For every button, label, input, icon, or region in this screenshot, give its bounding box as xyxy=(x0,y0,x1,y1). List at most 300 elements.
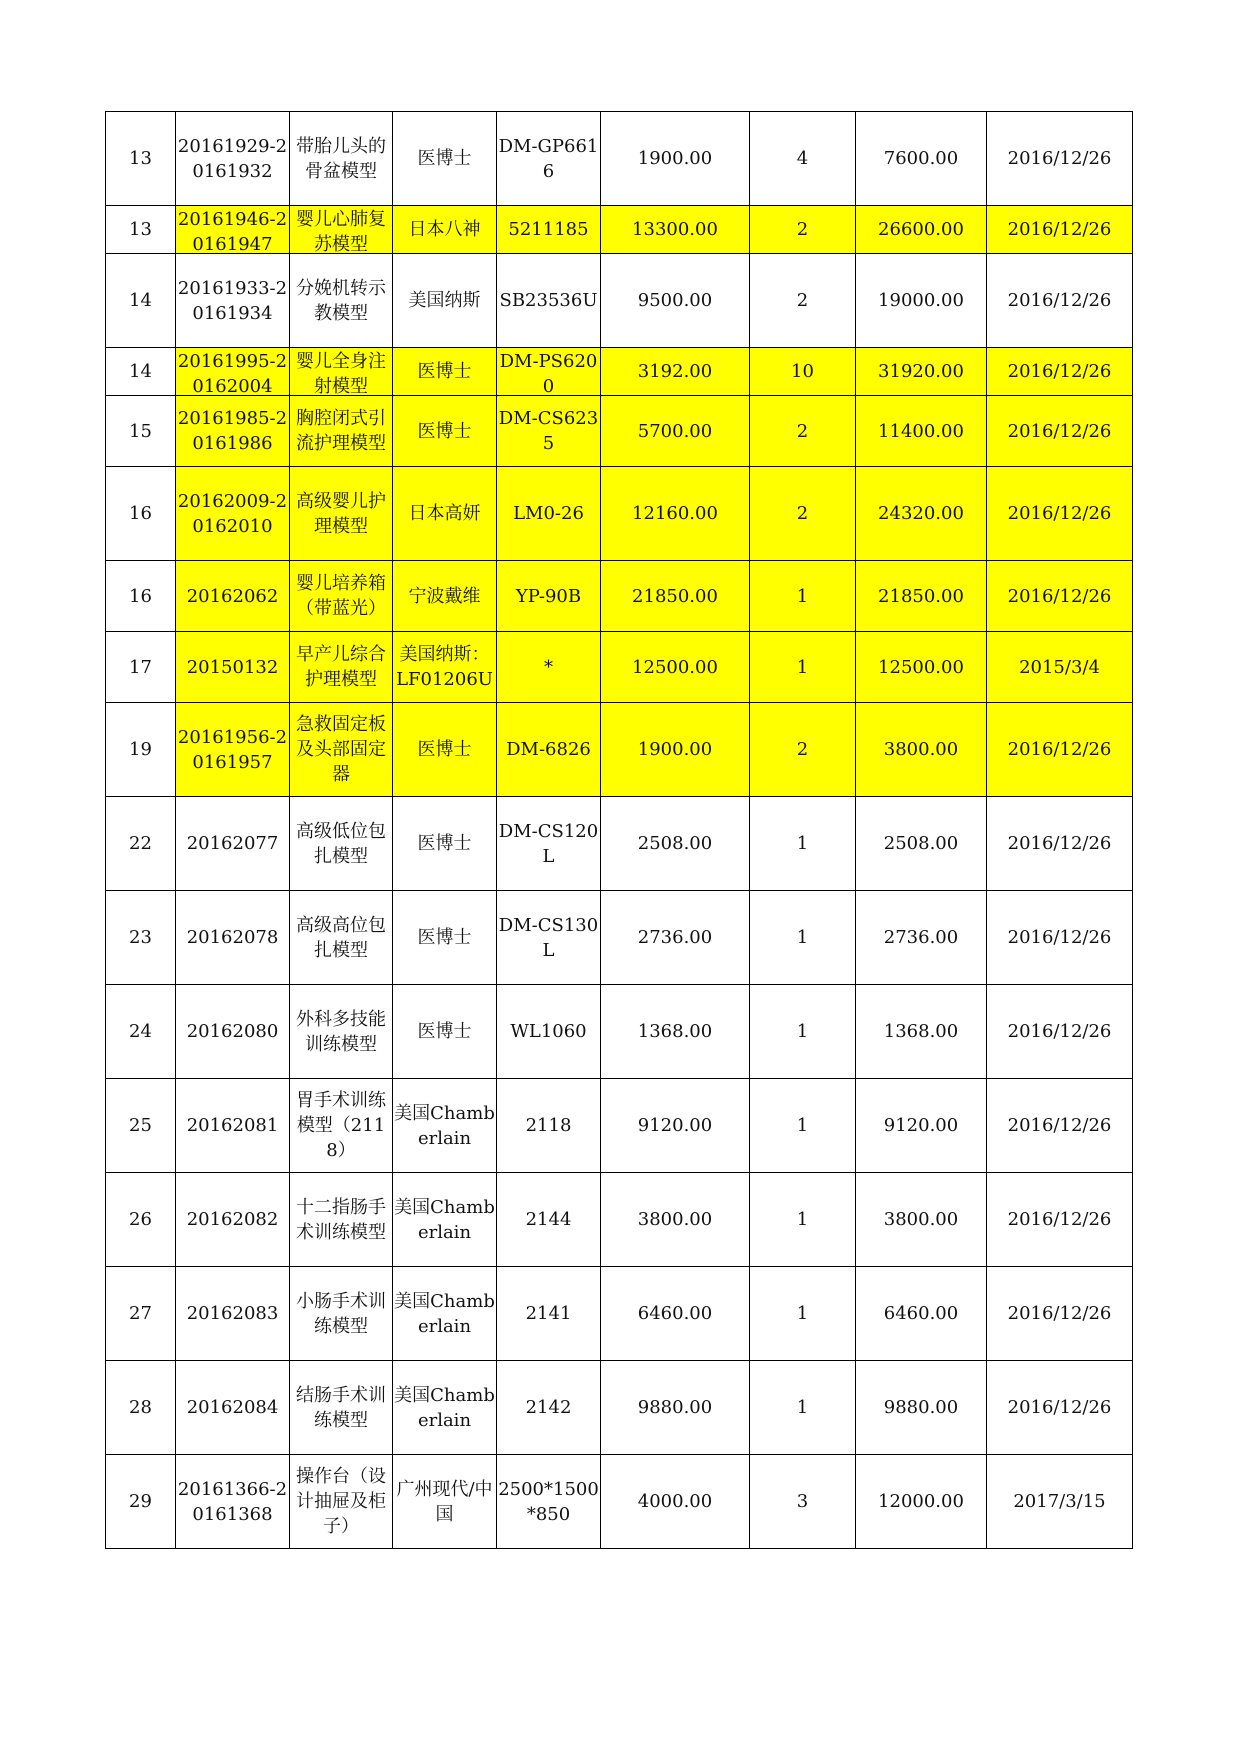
seq-text: 14 xyxy=(129,361,152,382)
cell-price[interactable] xyxy=(601,348,750,396)
model-text: 5211185 xyxy=(508,219,589,240)
cell-model[interactable] xyxy=(497,1361,601,1455)
cell-name[interactable] xyxy=(290,891,393,985)
code-text: 20162062 xyxy=(186,585,279,607)
cell-price[interactable] xyxy=(601,891,750,985)
model-text: LM0-26 xyxy=(513,503,584,524)
seq-text: 15 xyxy=(129,420,152,442)
cell-qty[interactable] xyxy=(750,797,856,891)
cell-price[interactable] xyxy=(601,1361,750,1455)
cell-brand[interactable] xyxy=(393,206,497,254)
cell-total[interactable] xyxy=(856,561,987,632)
date-text: 2017/3/15 xyxy=(1013,1491,1106,1512)
cell-name[interactable] xyxy=(290,112,393,206)
code-text: 20161366-20161368 xyxy=(177,1478,288,1525)
cell-code[interactable] xyxy=(176,396,290,467)
qty-text: 1 xyxy=(796,1209,809,1230)
total-text: 3800.00 xyxy=(883,1209,959,1230)
date-text: 2016/12/26 xyxy=(1007,1209,1112,1230)
cell-name[interactable] xyxy=(290,985,393,1079)
date-text: 2016/12/26 xyxy=(1007,420,1112,442)
total-text: 6460.00 xyxy=(883,1303,959,1324)
cell-total[interactable] xyxy=(856,396,987,467)
qty-text: 3 xyxy=(796,1491,809,1512)
cell-price[interactable] xyxy=(601,985,750,1079)
qty-text: 1 xyxy=(796,927,809,948)
table-row xyxy=(106,797,1133,891)
cell-qty[interactable] xyxy=(750,561,856,632)
table-row xyxy=(106,561,1133,632)
model-text: 2118 xyxy=(525,1115,572,1136)
cell-brand[interactable] xyxy=(393,1361,497,1455)
brand-text: 医博士 xyxy=(417,739,472,760)
code-text: 20162082 xyxy=(186,1209,279,1230)
cell-brand[interactable] xyxy=(393,348,497,396)
price-text: 1368.00 xyxy=(637,1021,713,1042)
cell-code[interactable] xyxy=(176,467,290,561)
name-text: 高级高位包扎模型 xyxy=(296,914,386,961)
cell-seq[interactable] xyxy=(106,561,176,632)
cell-name[interactable] xyxy=(290,1079,393,1173)
cell-total[interactable] xyxy=(856,1455,987,1549)
cell-model[interactable] xyxy=(497,467,601,561)
cell-name[interactable] xyxy=(290,348,393,396)
cell-total[interactable] xyxy=(856,467,987,561)
cell-name[interactable] xyxy=(290,1173,393,1267)
cell-total[interactable] xyxy=(856,797,987,891)
brand-text: 日本高妍 xyxy=(408,503,481,524)
model-text: 2500*1500*850 xyxy=(498,1478,599,1525)
cell-code[interactable] xyxy=(176,1455,290,1549)
cell-code[interactable] xyxy=(176,797,290,891)
cell-code[interactable] xyxy=(176,561,290,632)
cell-model[interactable] xyxy=(497,348,601,396)
cell-name[interactable] xyxy=(290,254,393,348)
price-text: 5700.00 xyxy=(637,420,713,442)
code-text: 20162080 xyxy=(186,1021,279,1042)
cell-total[interactable] xyxy=(856,703,987,797)
cell-price[interactable] xyxy=(601,632,750,703)
price-text: 2508.00 xyxy=(637,833,713,854)
cell-total[interactable] xyxy=(856,632,987,703)
cell-name[interactable] xyxy=(290,467,393,561)
name-text: 结肠手术训练模型 xyxy=(296,1384,386,1431)
cell-code[interactable] xyxy=(176,891,290,985)
qty-text: 2 xyxy=(796,503,809,524)
total-text: 2508.00 xyxy=(883,833,959,854)
cell-total[interactable] xyxy=(856,1267,987,1361)
cell-seq[interactable] xyxy=(106,703,176,797)
equipment-table xyxy=(105,111,1133,1549)
cell-model[interactable] xyxy=(497,1173,601,1267)
price-text: 9500.00 xyxy=(637,290,713,311)
cell-brand[interactable] xyxy=(393,632,497,703)
brand-text: 医博士 xyxy=(417,833,472,854)
cell-brand[interactable] xyxy=(393,1267,497,1361)
brand-text: 美国Chamberlain xyxy=(394,1290,495,1337)
table-row xyxy=(106,206,1133,254)
seq-text: 13 xyxy=(129,219,152,240)
cell-name[interactable] xyxy=(290,632,393,703)
cell-brand[interactable] xyxy=(393,467,497,561)
cell-qty[interactable] xyxy=(750,1173,856,1267)
seq-text: 25 xyxy=(129,1115,152,1136)
seq-text: 13 xyxy=(129,148,152,169)
cell-brand[interactable] xyxy=(393,561,497,632)
cell-qty[interactable] xyxy=(750,1079,856,1173)
cell-qty[interactable] xyxy=(750,1455,856,1549)
model-text: DM-6826 xyxy=(506,739,591,760)
brand-text: 医博士 xyxy=(417,927,472,948)
cell-brand[interactable] xyxy=(393,1173,497,1267)
cell-date[interactable] xyxy=(987,206,1133,254)
cell-seq[interactable] xyxy=(106,1079,176,1173)
price-text: 4000.00 xyxy=(637,1491,713,1512)
cell-seq[interactable] xyxy=(106,797,176,891)
cell-total[interactable] xyxy=(856,348,987,396)
cell-price[interactable] xyxy=(601,112,750,206)
cell-date[interactable] xyxy=(987,467,1133,561)
date-text: 2016/12/26 xyxy=(1007,927,1112,948)
cell-date[interactable] xyxy=(987,561,1133,632)
brand-text: 美国纳斯：LF01206U xyxy=(396,644,493,690)
cell-seq[interactable] xyxy=(106,348,176,396)
cell-price[interactable] xyxy=(601,1267,750,1361)
cell-date[interactable] xyxy=(987,1267,1133,1361)
date-text: 2016/12/26 xyxy=(1007,739,1112,760)
name-text: 急救固定板及头部固定器 xyxy=(296,714,386,785)
model-text: DM-PS6200 xyxy=(499,350,598,395)
cell-qty[interactable] xyxy=(750,206,856,254)
code-text: 20162081 xyxy=(186,1115,279,1136)
date-text: 2016/12/26 xyxy=(1007,290,1112,311)
price-text: 9120.00 xyxy=(637,1115,713,1136)
price-text: 12160.00 xyxy=(632,503,718,524)
total-text: 7600.00 xyxy=(883,148,959,169)
cell-price[interactable] xyxy=(601,703,750,797)
cell-total[interactable] xyxy=(856,1079,987,1173)
name-text: 高级低位包扎模型 xyxy=(296,820,386,867)
cell-seq[interactable] xyxy=(106,1267,176,1361)
cell-total[interactable] xyxy=(856,1173,987,1267)
model-text: * xyxy=(544,656,553,678)
cell-model[interactable] xyxy=(497,1455,601,1549)
table-row xyxy=(106,254,1133,348)
model-text: 2142 xyxy=(525,1397,572,1418)
date-text: 2016/12/26 xyxy=(1007,503,1112,524)
cell-brand[interactable] xyxy=(393,1079,497,1173)
cell-qty[interactable] xyxy=(750,985,856,1079)
cell-model[interactable] xyxy=(497,703,601,797)
name-text: 高级婴儿护理模型 xyxy=(296,490,386,537)
code-text: 20162084 xyxy=(186,1397,279,1418)
cell-code[interactable] xyxy=(176,348,290,396)
cell-qty[interactable] xyxy=(750,112,856,206)
cell-date[interactable] xyxy=(987,632,1133,703)
cell-code[interactable] xyxy=(176,703,290,797)
seq-text: 17 xyxy=(129,656,152,678)
total-text: 9120.00 xyxy=(883,1115,959,1136)
cell-date[interactable] xyxy=(987,891,1133,985)
brand-text: 医博士 xyxy=(417,420,472,442)
brand-text: 日本八神 xyxy=(408,219,481,240)
cell-total[interactable] xyxy=(856,1361,987,1455)
cell-code[interactable] xyxy=(176,1079,290,1173)
cell-model[interactable] xyxy=(497,112,601,206)
cell-code[interactable] xyxy=(176,1361,290,1455)
brand-text: 美国纳斯 xyxy=(408,290,481,311)
date-text: 2016/12/26 xyxy=(1007,1021,1112,1042)
cell-price[interactable] xyxy=(601,561,750,632)
cell-code[interactable] xyxy=(176,254,290,348)
price-text: 13300.00 xyxy=(632,219,718,240)
qty-text: 10 xyxy=(791,361,814,382)
cell-seq[interactable] xyxy=(106,985,176,1079)
seq-text: 23 xyxy=(129,927,152,948)
cell-total[interactable] xyxy=(856,985,987,1079)
cell-total[interactable] xyxy=(856,206,987,254)
cell-total[interactable] xyxy=(856,254,987,348)
cell-date[interactable] xyxy=(987,396,1133,467)
cell-code[interactable] xyxy=(176,206,290,254)
total-text: 9880.00 xyxy=(883,1397,959,1418)
cell-qty[interactable] xyxy=(750,703,856,797)
price-text: 3800.00 xyxy=(637,1209,713,1230)
date-text: 2016/12/26 xyxy=(1007,1397,1112,1418)
cell-date[interactable] xyxy=(987,348,1133,396)
brand-text: 美国Chamberlain xyxy=(394,1196,495,1243)
brand-text: 医博士 xyxy=(417,1021,472,1042)
cell-qty[interactable] xyxy=(750,254,856,348)
table-row xyxy=(106,1361,1133,1455)
table-row xyxy=(106,396,1133,467)
cell-model[interactable] xyxy=(497,891,601,985)
qty-text: 1 xyxy=(796,656,809,678)
cell-brand[interactable] xyxy=(393,891,497,985)
name-text: 婴儿心肺复苏模型 xyxy=(296,208,386,253)
table-row xyxy=(106,1173,1133,1267)
model-text: DM-GP6616 xyxy=(498,135,599,182)
seq-text: 24 xyxy=(129,1021,152,1042)
cell-model[interactable] xyxy=(497,632,601,703)
cell-model[interactable] xyxy=(497,206,601,254)
name-text: 带胎儿头的骨盆模型 xyxy=(296,135,386,182)
cell-model[interactable] xyxy=(497,1267,601,1361)
cell-qty[interactable] xyxy=(750,348,856,396)
cell-price[interactable] xyxy=(601,396,750,467)
code-text: 20161956-20161957 xyxy=(177,726,288,773)
date-text: 2016/12/26 xyxy=(1007,833,1112,854)
qty-text: 1 xyxy=(796,833,809,854)
name-text: 小肠手术训练模型 xyxy=(296,1290,386,1337)
cell-brand[interactable] xyxy=(393,254,497,348)
seq-text: 29 xyxy=(129,1491,152,1512)
total-text: 19000.00 xyxy=(878,290,964,311)
seq-text: 22 xyxy=(129,833,152,854)
seq-text: 26 xyxy=(129,1209,152,1230)
name-text: 婴儿培养箱（带蓝光） xyxy=(296,573,386,619)
cell-code[interactable] xyxy=(176,985,290,1079)
cell-qty[interactable] xyxy=(750,1361,856,1455)
cell-model[interactable] xyxy=(497,1079,601,1173)
cell-seq[interactable] xyxy=(106,112,176,206)
cell-price[interactable] xyxy=(601,1455,750,1549)
model-text: DM-CS6235 xyxy=(498,408,599,454)
price-text: 6460.00 xyxy=(637,1303,713,1324)
brand-text: 美国Chamberlain xyxy=(394,1102,495,1149)
qty-text: 1 xyxy=(796,1115,809,1136)
qty-text: 1 xyxy=(796,1397,809,1418)
seq-text: 16 xyxy=(129,585,152,607)
price-text: 1900.00 xyxy=(637,148,713,169)
cell-qty[interactable] xyxy=(750,467,856,561)
model-text: 2141 xyxy=(525,1303,572,1324)
date-text: 2016/12/26 xyxy=(1007,361,1112,382)
cell-name[interactable] xyxy=(290,561,393,632)
price-text: 2736.00 xyxy=(637,927,713,948)
cell-brand[interactable] xyxy=(393,1455,497,1549)
code-text: 20162009-20162010 xyxy=(177,490,288,537)
cell-code[interactable] xyxy=(176,1173,290,1267)
name-text: 婴儿全身注射模型 xyxy=(296,350,386,395)
cell-date[interactable] xyxy=(987,112,1133,206)
brand-text: 美国Chamberlain xyxy=(394,1384,495,1431)
code-text: 20161985-20161986 xyxy=(177,408,288,454)
cell-name[interactable] xyxy=(290,1267,393,1361)
cell-brand[interactable] xyxy=(393,797,497,891)
table-row xyxy=(106,112,1133,206)
cell-seq[interactable] xyxy=(106,206,176,254)
total-text: 3800.00 xyxy=(883,739,959,760)
cell-date[interactable] xyxy=(987,703,1133,797)
cell-price[interactable] xyxy=(601,1173,750,1267)
code-text: 20162078 xyxy=(186,927,279,948)
date-text: 2016/12/26 xyxy=(1007,1303,1112,1324)
cell-seq[interactable] xyxy=(106,632,176,703)
cell-name[interactable] xyxy=(290,703,393,797)
name-text: 十二指肠手术训练模型 xyxy=(296,1196,386,1243)
cell-brand[interactable] xyxy=(393,396,497,467)
cell-qty[interactable] xyxy=(750,1267,856,1361)
code-text: 20161946-20161947 xyxy=(177,208,288,253)
model-text: DM-CS120L xyxy=(498,820,599,867)
qty-text: 4 xyxy=(796,148,809,169)
cell-price[interactable] xyxy=(601,206,750,254)
cell-qty[interactable] xyxy=(750,396,856,467)
cell-qty[interactable] xyxy=(750,632,856,703)
cell-qty[interactable] xyxy=(750,891,856,985)
cell-price[interactable] xyxy=(601,467,750,561)
cell-brand[interactable] xyxy=(393,112,497,206)
date-text: 2016/12/26 xyxy=(1007,1115,1112,1136)
cell-date[interactable] xyxy=(987,797,1133,891)
total-text: 11400.00 xyxy=(878,420,964,442)
cell-date[interactable] xyxy=(987,1079,1133,1173)
cell-model[interactable] xyxy=(497,254,601,348)
name-text: 操作台（设计抽屉及柜子） xyxy=(296,1466,386,1537)
cell-seq[interactable] xyxy=(106,1173,176,1267)
cell-date[interactable] xyxy=(987,1361,1133,1455)
brand-text: 宁波戴维 xyxy=(408,585,481,607)
table-row xyxy=(106,467,1133,561)
cell-date[interactable] xyxy=(987,1455,1133,1549)
cell-name[interactable] xyxy=(290,206,393,254)
cell-name[interactable] xyxy=(290,797,393,891)
model-text: WL1060 xyxy=(510,1021,587,1042)
cell-total[interactable] xyxy=(856,112,987,206)
name-text: 分娩机转示教模型 xyxy=(296,277,386,324)
code-text: 20150132 xyxy=(186,656,279,678)
cell-model[interactable] xyxy=(497,797,601,891)
cell-model[interactable] xyxy=(497,561,601,632)
cell-seq[interactable] xyxy=(106,254,176,348)
cell-seq[interactable] xyxy=(106,1455,176,1549)
brand-text: 广州现代/中国 xyxy=(396,1478,493,1525)
seq-text: 27 xyxy=(129,1303,152,1324)
model-text: DM-CS130L xyxy=(498,914,599,961)
name-text: 胸腔闭式引流护理模型 xyxy=(296,408,386,454)
total-text: 2736.00 xyxy=(883,927,959,948)
name-text: 外科多技能训练模型 xyxy=(296,1008,386,1055)
table-row xyxy=(106,1079,1133,1173)
name-text: 胃手术训练模型（2118） xyxy=(296,1090,386,1161)
cell-brand[interactable] xyxy=(393,985,497,1079)
cell-seq[interactable] xyxy=(106,467,176,561)
cell-model[interactable] xyxy=(497,985,601,1079)
table-row xyxy=(106,1267,1133,1361)
cell-date[interactable] xyxy=(987,254,1133,348)
cell-seq[interactable] xyxy=(106,891,176,985)
total-text: 12000.00 xyxy=(878,1491,964,1512)
seq-text: 28 xyxy=(129,1397,152,1418)
cell-date[interactable] xyxy=(987,1173,1133,1267)
cell-code[interactable] xyxy=(176,632,290,703)
cell-name[interactable] xyxy=(290,1361,393,1455)
seq-text: 14 xyxy=(129,290,152,311)
table-body xyxy=(106,112,1133,1549)
brand-text: 医博士 xyxy=(417,148,472,169)
table-row xyxy=(106,703,1133,797)
total-text: 24320.00 xyxy=(878,503,964,524)
table-row xyxy=(106,891,1133,985)
cell-code[interactable] xyxy=(176,1267,290,1361)
price-text: 21850.00 xyxy=(632,585,718,607)
cell-name[interactable] xyxy=(290,396,393,467)
model-text: SB23536U xyxy=(499,290,598,311)
model-text: YP-90B xyxy=(515,585,582,607)
cell-date[interactable] xyxy=(987,985,1133,1079)
cell-price[interactable] xyxy=(601,1079,750,1173)
qty-text: 2 xyxy=(796,290,809,311)
qty-text: 2 xyxy=(796,420,809,442)
cell-price[interactable] xyxy=(601,797,750,891)
cell-code[interactable] xyxy=(176,112,290,206)
cell-seq[interactable] xyxy=(106,1361,176,1455)
code-text: 20161933-20161934 xyxy=(177,277,288,324)
cell-seq[interactable] xyxy=(106,396,176,467)
code-text: 20162083 xyxy=(186,1303,279,1324)
price-text: 3192.00 xyxy=(637,361,713,382)
cell-brand[interactable] xyxy=(393,703,497,797)
date-text: 2015/3/4 xyxy=(1019,656,1100,678)
qty-text: 2 xyxy=(796,219,809,240)
seq-text: 16 xyxy=(129,503,152,524)
total-text: 21850.00 xyxy=(878,585,964,607)
cell-model[interactable] xyxy=(497,396,601,467)
cell-total[interactable] xyxy=(856,891,987,985)
cell-name[interactable] xyxy=(290,1455,393,1549)
cell-price[interactable] xyxy=(601,254,750,348)
